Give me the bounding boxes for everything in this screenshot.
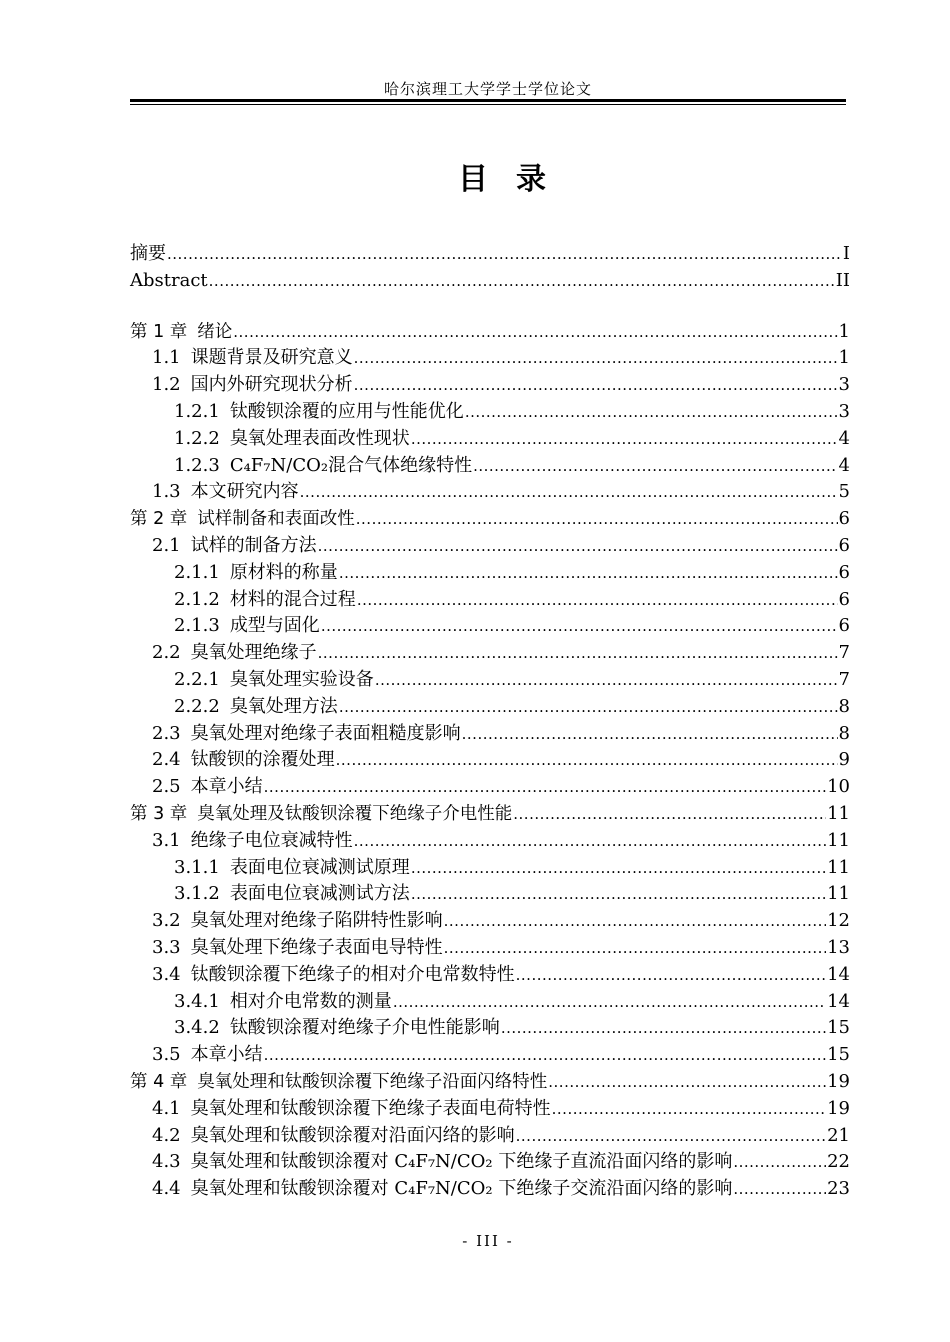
toc-entry-title: 臭氧处理实验设备	[229, 668, 374, 690]
toc-leader-dots	[339, 560, 838, 587]
toc-entry[interactable]	[130, 908, 850, 935]
toc-entry-page: 3	[838, 400, 850, 422]
toc-entry-title: 臭氧处理下绝缘子表面电导特性	[190, 936, 443, 958]
toc-entry-page: 21	[827, 1124, 850, 1146]
toc-entry-title: 本章小结	[190, 1044, 263, 1066]
running-header: 哈尔滨理工大学学士学位论文	[383, 80, 592, 98]
toc-entry-title: 表面电位衰减测试方法	[229, 883, 410, 905]
toc-entry-page: 14	[827, 963, 850, 985]
toc-leader-dots	[516, 1123, 826, 1150]
toc-entry-title: 臭氧处理和钛酸钡涂覆对 C₄F₇N/CO₂ 下绝缘子交流沿面闪络的影响	[190, 1178, 733, 1200]
toc-leader-dots	[444, 908, 826, 935]
toc-entry-page: 3	[838, 374, 850, 396]
toc-leader-dots	[513, 801, 826, 828]
toc-entry-number: 2.1.2	[174, 588, 220, 610]
toc-leader-dots	[264, 1042, 826, 1069]
toc-entry-label	[174, 989, 392, 1016]
toc-entry-label	[130, 1069, 547, 1096]
toc-entry-title: 本文研究内容	[190, 481, 299, 503]
toc-entry-label	[152, 774, 263, 801]
toc-entry-title: 钛酸钡涂覆的应用与性能优化	[229, 400, 464, 422]
toc-entry-page: 7	[838, 642, 850, 664]
toc-entry[interactable]	[130, 319, 850, 346]
toc-leader-dots	[411, 855, 826, 882]
toc-entry[interactable]	[130, 241, 850, 268]
header-rule-thick	[130, 99, 846, 102]
page-number: - III -	[462, 1232, 514, 1250]
toc-entry-label	[152, 1149, 732, 1176]
toc-entry[interactable]	[130, 881, 850, 908]
toc-leader-dots	[393, 989, 826, 1016]
toc-entry-number: 3.4.1	[174, 990, 220, 1012]
toc-entry-label	[152, 372, 353, 399]
toc-entry-page: 5	[838, 481, 850, 503]
toc-entry-page: 6	[838, 615, 850, 637]
toc-leader-dots	[318, 533, 838, 560]
toc-leader-dots	[411, 426, 838, 453]
toc-leader-dots	[318, 640, 838, 667]
toc-entry[interactable]	[130, 828, 850, 855]
toc-entry-page: 15	[827, 1044, 850, 1066]
toc-leader-dots	[300, 479, 838, 506]
toc-leader-dots	[356, 506, 838, 533]
toc-entry[interactable]	[130, 1042, 850, 1069]
toc-entry-number: 1.2.1	[174, 400, 220, 422]
toc-entry-number: 1.2	[152, 374, 181, 396]
toc-entry[interactable]	[130, 426, 850, 453]
toc-entry-label	[152, 1096, 551, 1123]
toc-entry-number: 3.1	[152, 829, 181, 851]
toc-entry-label	[152, 935, 443, 962]
toc-entry-page: 4	[838, 427, 850, 449]
toc-entry-number: 第 2 章	[130, 509, 188, 530]
toc-entry-title: 试样制备和表面改性	[197, 509, 355, 530]
toc-entry[interactable]	[130, 533, 850, 560]
toc-entry[interactable]	[130, 1176, 850, 1203]
toc-entry-title: 臭氧处理方法	[229, 695, 338, 717]
toc-entry[interactable]	[130, 399, 850, 426]
toc-entry-title: 本章小结	[190, 776, 263, 798]
toc-entry-page: 11	[827, 856, 850, 878]
toc-entry-title: C₄F₇N/CO₂混合气体绝缘特性	[229, 454, 473, 476]
toc-entry-label	[152, 908, 443, 935]
toc-entry[interactable]	[130, 506, 850, 533]
toc-entry-page: 22	[827, 1151, 850, 1173]
toc-leader-dots	[354, 345, 838, 372]
toc-leader-dots	[264, 774, 826, 801]
toc-leader-dots	[167, 241, 842, 268]
toc-leader-dots	[733, 1176, 826, 1203]
toc-entry-page: 7	[838, 668, 850, 690]
toc-entry-number: 4.4	[152, 1178, 181, 1200]
toc-entry-page: 6	[838, 561, 850, 583]
toc-entry[interactable]	[130, 640, 850, 667]
toc-entry-number: 1.2.3	[174, 454, 220, 476]
toc-entry-number: 2.1.1	[174, 561, 220, 583]
toc-entry[interactable]	[130, 962, 850, 989]
toc-entry-label	[130, 319, 232, 346]
toc-entry-number: 第 1 章	[130, 321, 188, 342]
toc-entry-title: 钛酸钡涂覆下绝缘子的相对介电常数特性	[190, 963, 515, 985]
toc-leader-dots	[233, 319, 837, 346]
toc-entry-title: 相对介电常数的测量	[229, 990, 392, 1012]
table-of-contents	[130, 241, 850, 1203]
toc-entry-page: 19	[827, 1097, 850, 1119]
toc-entry-number: 3.1.2	[174, 883, 220, 905]
toc-leader-dots	[209, 268, 835, 295]
toc-leader-dots	[444, 935, 826, 962]
page-title: 目录	[458, 162, 574, 197]
toc-entry[interactable]	[130, 479, 850, 506]
toc-leader-dots	[354, 828, 826, 855]
toc-entry-page: 8	[838, 695, 850, 717]
toc-entry[interactable]	[130, 453, 850, 480]
toc-entry-title: 课题背景及研究意义	[190, 347, 353, 369]
toc-leader-dots	[501, 1015, 826, 1042]
toc-entry-label	[174, 399, 464, 426]
toc-entry[interactable]	[130, 747, 850, 774]
toc-leader-dots	[552, 1096, 826, 1123]
toc-entry-label	[174, 667, 374, 694]
toc-entry[interactable]	[130, 613, 850, 640]
toc-leader-dots	[339, 694, 838, 721]
toc-leader-dots	[516, 962, 826, 989]
toc-entry-page: 23	[827, 1178, 850, 1200]
toc-entry-number: 2.4	[152, 749, 181, 771]
toc-leader-dots	[357, 587, 838, 614]
toc-entry-label	[152, 828, 353, 855]
toc-entry-page: I	[842, 243, 850, 264]
toc-entry-label	[130, 241, 166, 268]
toc-entry-label	[174, 1015, 500, 1042]
toc-entry-title: 绪论	[197, 321, 233, 342]
toc-entry-label	[174, 426, 410, 453]
toc-entry-label	[174, 453, 472, 480]
toc-entry-page: 6	[838, 508, 850, 530]
toc-entry-label	[152, 640, 317, 667]
toc-entry-title: 臭氧处理和钛酸钡涂覆对 C₄F₇N/CO₂ 下绝缘子直流沿面闪络的影响	[190, 1151, 733, 1173]
toc-entry-page: 4	[838, 454, 850, 476]
toc-entry[interactable]	[130, 667, 850, 694]
toc-entry[interactable]	[130, 560, 850, 587]
toc-entry[interactable]	[130, 774, 850, 801]
toc-entry-page: 19	[827, 1070, 850, 1092]
toc-entry-title: 臭氧处理及钛酸钡涂覆下绝缘子介电性能	[197, 803, 513, 824]
toc-entry-title: 原材料的称量	[229, 561, 338, 583]
toc-entry[interactable]	[130, 1123, 850, 1150]
toc-entry-number: 1.1	[152, 347, 181, 369]
toc-entry-page: 11	[827, 802, 850, 824]
toc-entry-number: 1.3	[152, 481, 181, 503]
toc-entry-label	[174, 881, 410, 908]
toc-entry-number: 1.2.2	[174, 427, 220, 449]
toc-entry-number: 3.4	[152, 963, 181, 985]
toc-entry-title: 成型与固化	[229, 615, 320, 637]
toc-entry-title: 臭氧处理和钛酸钡涂覆对沿面闪络的影响	[190, 1124, 515, 1146]
toc-entry[interactable]	[130, 268, 850, 295]
toc-entry-page: 12	[827, 910, 850, 932]
toc-entry-label	[152, 1042, 263, 1069]
toc-leader-dots	[336, 747, 838, 774]
toc-entry-number: 2.1.3	[174, 615, 220, 637]
toc-entry-page: 11	[827, 829, 850, 851]
toc-entry-label	[152, 747, 335, 774]
toc-entry-title: 臭氧处理和钛酸钡涂覆下绝缘子表面电荷特性	[190, 1097, 551, 1119]
toc-entry-label	[152, 962, 515, 989]
toc-leader-dots	[733, 1149, 826, 1176]
toc-entry[interactable]	[130, 721, 850, 748]
toc-entry-title: 臭氧处理对绝缘子陷阱特性影响	[190, 910, 443, 932]
toc-entry[interactable]	[130, 855, 850, 882]
toc-entry-label	[152, 1176, 732, 1203]
toc-leader-dots	[321, 613, 838, 640]
toc-entry[interactable]	[130, 989, 850, 1016]
toc-entry-page: 14	[827, 990, 850, 1012]
toc-entry-label	[174, 613, 320, 640]
toc-entry-number: 4.1	[152, 1097, 181, 1119]
toc-entry[interactable]	[130, 1069, 850, 1096]
toc-entry-label	[152, 1123, 515, 1150]
toc-entry[interactable]	[130, 1015, 850, 1042]
toc-entry-label	[174, 587, 356, 614]
toc-entry-label	[130, 268, 208, 295]
toc-entry-page: 1	[838, 320, 850, 342]
toc-entry-label	[130, 506, 355, 533]
toc-entry-label	[130, 801, 512, 828]
toc-entry-title: 表面电位衰减测试原理	[229, 856, 410, 878]
toc-entry-page: 6	[838, 588, 850, 610]
toc-entry-title: Abstract	[130, 269, 208, 291]
toc-entry-number: 3.1.1	[174, 856, 220, 878]
toc-entry-title: 试样的制备方法	[190, 534, 317, 556]
toc-entry[interactable]	[130, 694, 850, 721]
toc-entry-title: 臭氧处理绝缘子	[190, 642, 317, 664]
toc-entry-page: 9	[838, 749, 850, 771]
toc-entry-label	[152, 345, 353, 372]
toc-entry-label	[174, 855, 410, 882]
toc-entry[interactable]	[130, 935, 850, 962]
toc-entry-number: 4.3	[152, 1151, 181, 1173]
toc-entry-label	[152, 479, 299, 506]
toc-entry-title: 摘要	[130, 243, 166, 264]
toc-entry[interactable]	[130, 801, 850, 828]
toc-entry-number: 4.2	[152, 1124, 181, 1146]
toc-entry-label	[152, 721, 461, 748]
toc-entry[interactable]	[130, 587, 850, 614]
toc-entry-number: 3.5	[152, 1044, 181, 1066]
toc-entry-page: 15	[827, 1017, 850, 1039]
header-rule-thin	[130, 104, 846, 105]
toc-leader-dots	[548, 1069, 826, 1096]
toc-leader-dots	[411, 881, 826, 908]
toc-entry-number: 2.2	[152, 642, 181, 664]
toc-entry-number: 3.4.2	[174, 1017, 220, 1039]
toc-entry-title: 钛酸钡涂覆对绝缘子介电性能影响	[229, 1017, 500, 1039]
toc-entry-page: 1	[838, 347, 850, 369]
toc-entry-title: 臭氧处理对绝缘子表面粗糙度影响	[190, 722, 461, 744]
toc-entry-page: 8	[838, 722, 850, 744]
toc-entry-label	[174, 694, 338, 721]
toc-entry-label	[152, 533, 317, 560]
toc-leader-dots	[465, 399, 838, 426]
toc-leader-dots	[354, 372, 838, 399]
toc-entry[interactable]	[130, 372, 850, 399]
toc-entry[interactable]	[130, 345, 850, 372]
toc-entry-number: 2.2.1	[174, 668, 220, 690]
toc-entry-title: 臭氧处理表面改性现状	[229, 427, 410, 449]
toc-entry-number: 3.2	[152, 910, 181, 932]
toc-entry-page: 13	[827, 936, 850, 958]
toc-entry[interactable]	[130, 1149, 850, 1176]
toc-entry-title: 臭氧处理和钛酸钡涂覆下绝缘子沿面闪络特性	[197, 1071, 548, 1092]
toc-entry-page: 11	[827, 883, 850, 905]
toc-entry-page: II	[835, 269, 850, 291]
toc-entry-number: 2.3	[152, 722, 181, 744]
toc-entry-number: 2.2.2	[174, 695, 220, 717]
toc-entry-number: 2.1	[152, 534, 181, 556]
toc-entry-label	[174, 560, 338, 587]
toc-entry-title: 绝缘子电位衰减特性	[190, 829, 353, 851]
toc-entry-number: 第 3 章	[130, 803, 188, 824]
toc-entry-title: 材料的混合过程	[229, 588, 356, 610]
toc-entry-title: 钛酸钡的涂覆处理	[190, 749, 335, 771]
toc-entry-title: 国内外研究现状分析	[190, 374, 353, 396]
toc-leader-dots	[473, 453, 837, 480]
toc-entry-page: 10	[827, 776, 850, 798]
toc-entry-number: 第 4 章	[130, 1071, 188, 1092]
toc-leader-dots	[462, 721, 838, 748]
toc-leader-dots	[375, 667, 838, 694]
toc-entry[interactable]	[130, 1096, 850, 1123]
toc-entry-number: 2.5	[152, 776, 181, 798]
toc-entry-page: 6	[838, 534, 850, 556]
toc-entry-number: 3.3	[152, 936, 181, 958]
